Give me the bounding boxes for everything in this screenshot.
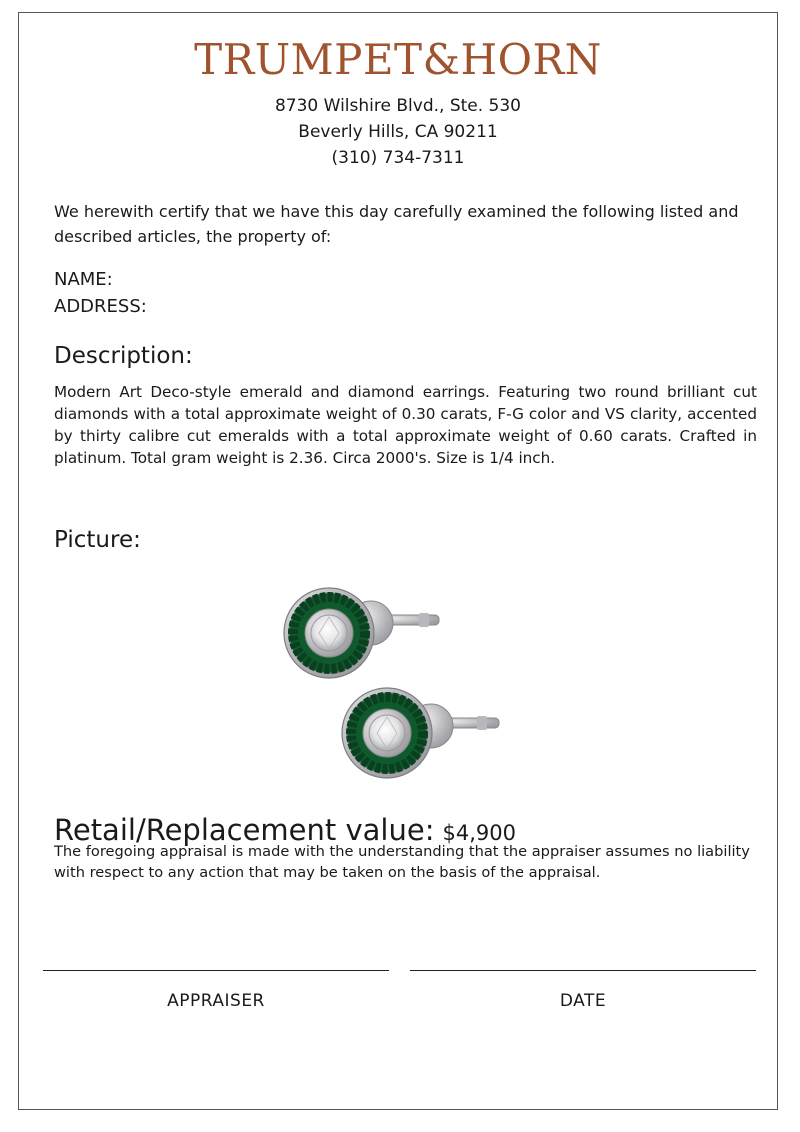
appraiser-label: APPRAISER — [167, 991, 265, 1011]
description-heading: Description: — [54, 343, 193, 369]
earrings-picture — [259, 573, 519, 793]
earring-bottom — [342, 688, 499, 778]
picture-heading: Picture: — [54, 527, 141, 553]
certification-statement: We herewith certify that we have this day carefully examined the following listed and described articles, the property of: — [54, 202, 739, 246]
address-street: 8730 Wilshire Blvd., Ste. 530 — [274, 96, 521, 116]
retail-value-amount: $4,900 — [442, 821, 516, 845]
address-phone: (310) 734-7311 — [331, 148, 465, 168]
appraisal-certificate — [18, 12, 778, 1110]
appraiser-signature-line — [43, 970, 389, 971]
disclaimer-text: The foregoing appraisal is made with the understanding that the appraiser assumes no liability with respect to any action that may be taken on the basis of the appraisal. — [54, 843, 750, 881]
address-city: Beverly Hills, CA 90211 — [298, 122, 498, 142]
date-signature-line — [410, 970, 756, 971]
address-label: ADDRESS: — [54, 296, 147, 317]
retail-value-label: Retail/Replacement value: — [54, 813, 435, 847]
store-address — [19, 93, 777, 171]
description-text: Modern Art Deco-style emerald and diamond earrings. Featuring two round brilliant cut diamonds with a total approximate weight of 0.30 carats, F-G color and VS clarity, accented by thirty calibre cut emeralds with a total approximate weight of 0.60 carats. Crafted in platinum. Total gram weight is 2.36. Circa 2000's. Size is 1/4 inch. — [54, 383, 757, 467]
brand-logo: TRUMPET&HORN — [194, 35, 602, 84]
earring-top — [284, 588, 439, 678]
date-label: DATE — [559, 991, 607, 1011]
earrings-image — [259, 573, 519, 793]
name-label: NAME: — [54, 269, 113, 290]
